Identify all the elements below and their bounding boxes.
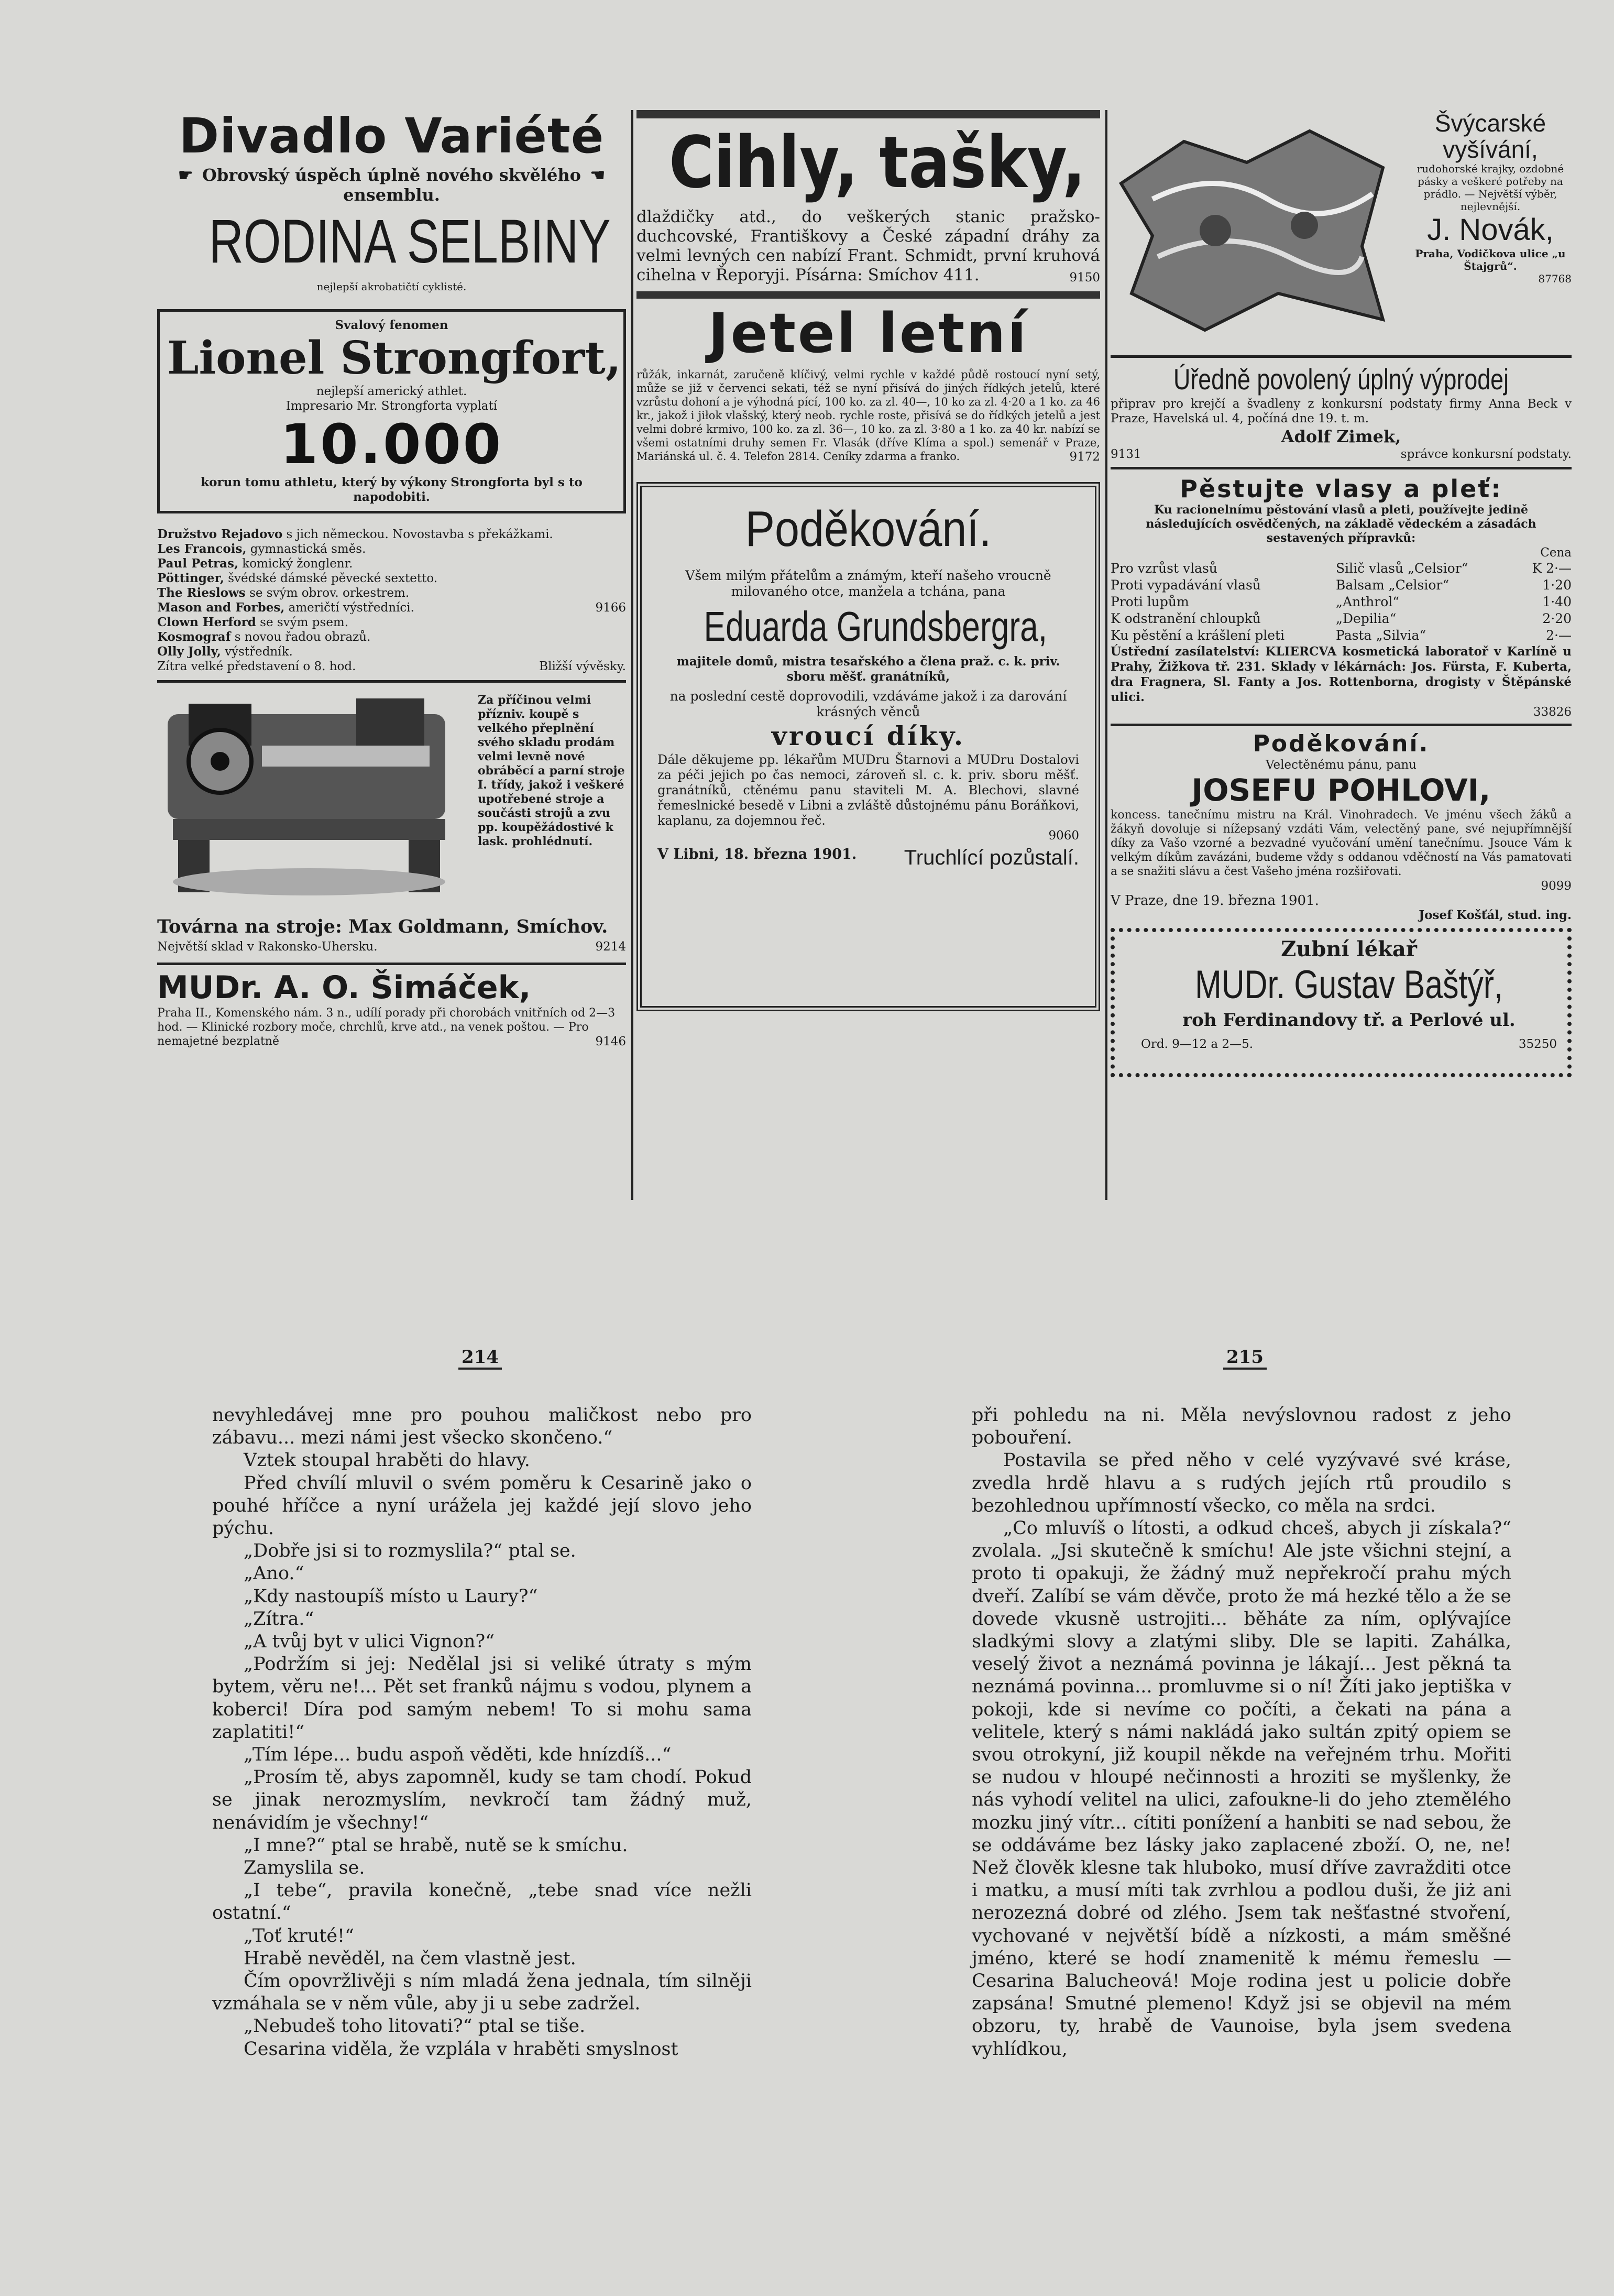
story-paragraph: „I tebe“, pravila konečně, „tebe snad více nežli ostatní.“ — [212, 1880, 752, 1924]
goldmann-line: Továrna na stroje: Max Goldmann, Smíchov. — [157, 916, 608, 937]
pohl-text: koncess. tanečnímu mistru na Král. Vinohradech. Ve jménu všech žáků a žákyň dovoluje si nížepsaný vzdáti Vám, velectěný pane, své nejupřímnější díky za Vašo vzorné a bezvadné vyučování umění tanečnímu. Jsouce Vám k velkým díkům zavázáni, budeme vždy s oddanou vděčností na Vás pamatovati a se snažiti slávu a čest Vašeho jména rozšiřovati. — [1111, 808, 1572, 878]
column-rule — [631, 110, 633, 1200]
jetel-text: růžák, inkarnát, zaručeně klíčivý, velmi rychle v každé půdě rostoucí nyní setý, může se již v červenci sekati, též se nyní přisívá do jiných řídkých jetelů, které vzrůstu dohoní a je výhodná pící, 100 ko. za zl. 40—, 10 ko za zl. 4·20 a 1 ko. za 46 kr., jakož i jiłok vlašský, který neob. rychle roste, přisívá se do řídkých jetelů a jest velmi dobré krmivo, 100 ko. za zl. 36—, 10 ko. za zl. 3·80 a 1 ko. za 40 kr. nabízí se všemi ostatními druhy semen Fr. Vlasák (dříve Klíma a spol.) semenář v Praze, Mariánská ul. č. 4. Telefon 2814. Ceníky zdarma a franko. — [636, 368, 1100, 463]
story-paragraph: Hrabě nevěděl, na čem vlastně jest. — [244, 1948, 576, 1969]
zimek-name: Adolf Zimek, — [1281, 427, 1401, 446]
podekovani-box — [636, 482, 1100, 1011]
pestujte-footer: Ústřední zasílatelství: KLIERCVA kosmetická laboratoř v Karlíně u Prahy, Žižkova tř. 231. Sklady v lékárnách: Jos. Fürsta, F. Kuberta, dra Fragnera, Sl. Fanty a Jos. Rottenborna, drogisty v Štěpánské ulici. — [1111, 644, 1572, 704]
story-paragraph: „Toť kruté!“ — [244, 1925, 354, 1947]
podekovani-body: Dále děkujeme pp. lékařům MUDru Štarnovi a MUDru Dostalovi za péči jejich po čas nemoci, zároveň sl. c. k. priv. sboru měšť. granátníků, ctěnému panu staviteli M. A. Blechovi, slavné řemeslnické besedě v Libni a zvláště důstojnému pánu Boráňkovi, kaplanu, za dojemnou řeč. — [657, 752, 1079, 828]
story-paragraph: Před chvílí mluvil o svém poměru k Cesarině jako o pouhé hříčce a nyní urážela jej každé její slovo jeho pýchu. — [212, 1472, 752, 1539]
pohl-name: JOSEFU POHLOVI, — [1191, 772, 1491, 808]
podekovani-intro: Všem milým přátelům a známým, kteří našeho vroucně milovaného otce, manžela a tchána, pana — [685, 568, 1051, 599]
cihly-number: 9150 — [1069, 271, 1100, 285]
story-paragraph: „Dobře jsi si to rozmyslila?“ ptal se. — [244, 1540, 576, 1562]
bastyr-box — [1111, 928, 1572, 1077]
divider — [157, 680, 626, 683]
divider — [157, 963, 626, 965]
story-paragraph: Zamyslila se. — [244, 1857, 365, 1879]
pestujte-intro: Ku racionelnímu pěstování vlasů a pleti, používejte jedině následujících osvědčených, na základě vědeckém a zásadách sestavených přípravků: — [1146, 503, 1536, 545]
strongfort-kicker: Svalový fenomen — [335, 318, 448, 332]
podekovani-place: V Libni, 18. března 1901. — [657, 846, 857, 862]
variete-subtitle: ☛ ☚ Obrovský úspěch úplně nového skvělého ensemblu. — [178, 165, 605, 205]
program-item: Družstvo Rejadovo s jich německou. Novostavba s překážkami. — [157, 527, 553, 541]
program-item: Paul Petras, komický žonglenr. — [157, 556, 353, 571]
vysivani-ad — [1111, 110, 1572, 351]
simacek-name: MUDr. A. O. Šimáček, — [157, 969, 531, 1006]
jetel-title: Jetel letní — [708, 301, 1028, 365]
ad-column-left — [157, 107, 626, 1197]
podekovani-footer — [657, 846, 1079, 870]
story-paragraph: Postavila se před něho v celé vyzývavé své kráse, zvedla hrdě hlavu a s rudých jejích rtů proudilo s bezohlednou upřímností všecko, co měla na srdci. — [972, 1450, 1511, 1516]
strongfort-amount: 10.000 — [280, 412, 503, 476]
podekovani-sign: Truchlící pozůstalí. — [904, 846, 1079, 869]
simacek-number: 9146 — [595, 1035, 626, 1048]
pohl-subtitle: Velectěnému pánu, panu — [1266, 758, 1417, 772]
variete-title: Divadlo Variété — [179, 108, 605, 164]
product-row: Ku pěstění a krášlení pleti Pasta „Silvia“ 2·— — [1111, 628, 1572, 643]
story-paragraph: „Zítra.“ — [244, 1608, 314, 1630]
story-paragraph: „Ano.“ — [244, 1563, 304, 1584]
strongfort-name: Lionel Strongfort, — [167, 332, 621, 385]
podekovani-title: Poděkování. — [745, 501, 992, 557]
program-list — [157, 527, 626, 674]
goldmann-side-text: Za příčinou velmi přízniv. koupě s velkého přeplnění svého skladu prodám velmi levně nové obráběcí a parní stroje I. třídy, jakož i veškeré upotřebené stroje a součásti strojů a zvu pp. koupěžádostivé k lask. prohlédnutí. — [478, 693, 625, 848]
story-paragraph: „Kdy nastoupíš místo u Laury?“ — [244, 1586, 538, 1607]
pointing-hand-icon: ☛ — [178, 165, 193, 185]
podekovani-mid: na poslední cestě doprovodili, vzdáváme jakož i za darování krásných věnců — [669, 688, 1067, 719]
story-paragraph: Cesarina viděla, že vzplála v hraběti smyslnost — [244, 2038, 678, 2060]
cihly-text: dlaždičky atd., do veškerých stanic pražsko-duchcovské, Františkovy a České západní dráhy za velmi levných cen nabízí Frant. Schmidt, první kruhová cihelna v Řeporyji. Písárna: Smíchov 411. — [636, 207, 1100, 285]
page-number-left: 214 — [458, 1347, 502, 1370]
story-paragraph: „Tím lépe... budu aspoň věděti, kde hnízdíš...“ — [244, 1744, 672, 1766]
product-row: Proti vypadávání vlasů Balsam „Celsior“ 1·20 — [1111, 577, 1572, 593]
product-list — [1111, 560, 1572, 644]
goldmann-ad — [157, 693, 626, 955]
bastyr-name: MUDr. Gustav Baštýř, — [1195, 963, 1503, 1007]
jetel-number: 9172 — [1069, 450, 1100, 464]
bastyr-address: roh Ferdinandovy tř. a Perlové ul. — [1182, 1010, 1516, 1031]
product-row: K odstranění chloupků „Depilia“ 2·20 — [1111, 611, 1572, 626]
program-item: Mason and Forbes, američtí výstředníci. 9166 — [157, 600, 626, 615]
story-paragraph: „A tvůj byt v ulici Vignon?“ — [244, 1631, 495, 1653]
podekovani-name: Eduarda Grundsbergra, — [704, 603, 1048, 650]
program-item: Kosmograf s novou řadou obrazů. — [157, 630, 371, 644]
vysivani-text: rudohorské krajky, ozdobné pásky a veškeré potřeby na prádlo. — Největší výběr, nejlevnější. — [1417, 162, 1564, 213]
program-item: Olly Jolly, výstředník. — [157, 644, 293, 659]
pointing-hand-icon: ☚ — [590, 165, 605, 185]
story-paragraph: nevyhledávej mne pro pouhou maličkost nebo pro zábavu... mezi námi jest všecko skončeno.“ — [212, 1405, 752, 1449]
pestujte-title: Pěstujte vlasy a pleť: — [1180, 475, 1502, 503]
zimek-footer: 9131 správce konkursní podstaty. — [1111, 447, 1572, 461]
cihly-title: Cihly, tašky, — [668, 122, 1086, 204]
ad-column-middle — [636, 110, 1100, 1200]
story-paragraph: při pohledu na ni. Měla nevýslovnou radost z jeho pobouření. — [972, 1405, 1511, 1449]
page-number-right: 215 — [1223, 1347, 1267, 1370]
selbiny-subtitle: nejlepší akrobatičtí cyklisté. — [316, 280, 467, 293]
story-paragraph: „Co mluvíš o lítosti, a odkud chceš, abych ji získala?“ zvolala. „Jsi skutečně k smíchu! Ale jste všichni stejní, a proto ti opakuji, že žádný muž nepřekročí prahu mých dveří. Zalíbí se vám děvče, proto že má hezké tělo a že se dovede vkusně ustrojiti... běháte za ním, oplývajíce sladkými slovy a zlatými sliby. Dle se lapiti. Zahálka, veselý život a neznámá povinna je lákají... Jest pěkná ta neznámá povinna... promluvme si o ní! Žíti jako jeptiška v pokoji, kde si nevíme co počíti, a čekati na pána a velitele, který s námi nakládá jako sultán zpitý opiem se svou otrokyní, již koupil někde na veřejném trhu. Mořiti se nudou v hloupé nečinnosti a hroziti se myšlenky, že nás vyhodí velitel na ulici, zafoukne-li do jeho ztemělého mozku jiný vítr... cítiti ponížení a hanbiti se nad sebou, že se oddáváme bez lásky jako zaplacené zboží. O, ne, ne! Než člověk klesne tak hluboko, musí dříve zavražditi otce i matku, a musí míti tak zvrhlou a podlou duši, že jiż ani nerozezná dobré od zlého. Jsem tak nešťastné stvoření, vychované v největší bídě a nízkosti, a mám směšné jméno, které se hodí znamenitě k mému řemeslu — Cesarina Balucheová! Moje rodina jest u policie dobře zapsána! Smutné plemeno! Když jsi se objevil na mém obzoru, ty, hrabě de Vaunoise, byla jsem svedena vyhlídkou, — [972, 1518, 1511, 2060]
story-paragraph: „Prosím tě, abys zapomněl, kudy se tam chodí. Pokud se jinak nerozmyslím, nevkročí tam žádný muž, nenávidím je všechny!“ — [212, 1767, 752, 1833]
program-footer: Zítra velké představení o 8. hod. Bližší vývěsky. — [157, 660, 626, 673]
product-row: Pro vzrůst vlasů Silič vlasů „Celsior“ K 2·— — [1111, 561, 1572, 576]
vyprodej-text: připrav pro krejčí a švadleny z konkursní podstaty firmy Anna Beck v Praze, Havelská ul. 4, počíná dne 19. t. m. — [1111, 397, 1572, 425]
pestujte-number: 33826 — [1533, 705, 1572, 719]
divider — [1111, 467, 1572, 469]
story-paragraph: Čím opovržlivěji s ním mladá žena jednala, tím silněji vzmáhala se v něm vůle, aby ji u sebe zadržel. — [212, 1971, 752, 2015]
ad-column-right — [1111, 110, 1572, 1200]
bastyr-kicker: Zubní lékař — [1281, 937, 1417, 961]
pohl-title: Poděkování. — [1253, 730, 1430, 757]
strongfort-line2: Impresario Mr. Strongforta vyplatí — [286, 399, 498, 413]
podekovani-sub: majitele domů, mistra tesařského a člena praž. c. k. priv. sboru měšť. granátníků, — [676, 654, 1060, 684]
divider — [636, 291, 1100, 299]
pohl-place: V Praze, dne 19. března 1901. — [1111, 893, 1319, 909]
bastyr-footer: Ord. 9—12 a 2—5. 35250 — [1141, 1037, 1557, 1051]
program-item: Clown Herford se svým psem. — [157, 615, 349, 629]
story-column-left — [212, 1404, 752, 2222]
vysivani-text-block — [1409, 110, 1572, 286]
novak-name: J. Novák, — [1427, 213, 1554, 247]
divider — [1111, 355, 1572, 358]
story-paragraph: „Nebudeš toho litovati?“ ptal se tiše. — [244, 2016, 586, 2037]
program-item: The Rieslows se svým obrov. orkestrem. — [157, 586, 410, 600]
story-column-right — [972, 1404, 1511, 2222]
strongfort-line1: nejlepší americký athlet. — [316, 385, 467, 398]
vyprodej-title: Úředně povolený úplný výprodej — [1173, 363, 1509, 396]
selbiny-title: RODINA SELBINY — [208, 207, 611, 276]
goldmann-sub: Největší sklad v Rakonsko-Uhersku. 9214 — [157, 940, 626, 954]
simacek-text: Praha II., Komenského nám. 3 n., udílí porady při chorobách vnitřních od 2—3 hod. — Klinické rozbory moče, chrchlů, krve atd., na venek poštou. — Pro nemajetné bezplatně — [157, 1007, 616, 1048]
machine-illustration — [157, 693, 466, 903]
strongfort-line3: korun tomu athletu, který by výkony Strongforta byl s to napodobiti. — [201, 475, 583, 504]
product-row: Proti lupům „Anthrol“ 1·40 — [1111, 594, 1572, 609]
cena-label: Cena — [1540, 546, 1572, 560]
vysivani-title: Švýcarské vyšívání, — [1434, 110, 1546, 163]
podekovani-number: 9060 — [1048, 829, 1079, 843]
pohl-number: 9099 — [1541, 879, 1572, 893]
story-paragraph: „I mne?“ ptal se hrabě, nutě se k smíchu. — [244, 1834, 628, 1856]
podekovani-thanks: vroucí díky. — [771, 720, 965, 751]
program-item: Les Francois, gymnastická směs. — [157, 542, 366, 556]
program-item: Pöttinger, švédské dámské pěvecké sextetto. — [157, 571, 438, 585]
novak-address: Praha, Vodičkova ulice „u Štajgrů“. — [1415, 247, 1566, 272]
pohl-sign: Josef Košťál, stud. ing. — [1419, 908, 1572, 922]
novak-number: 87768 — [1538, 272, 1572, 285]
story-paragraph: „Podržím si jej: Nedělal jsi si veliké útraty s mým bytem, věru ne!... Pět set franků nájmu s vodou, plynem a koberci! Díra pod samým nebem! To si mohu sama zaplatiti!“ — [212, 1654, 752, 1743]
divider — [636, 110, 1100, 118]
strongfort-box — [157, 309, 626, 513]
embroidery-illustration — [1111, 121, 1404, 341]
divider — [1111, 724, 1572, 726]
ad-number: 9166 — [595, 601, 626, 615]
story-paragraph: Vztek stoupal hraběti do hlavy. — [244, 1450, 530, 1471]
column-rule — [1105, 110, 1107, 1200]
